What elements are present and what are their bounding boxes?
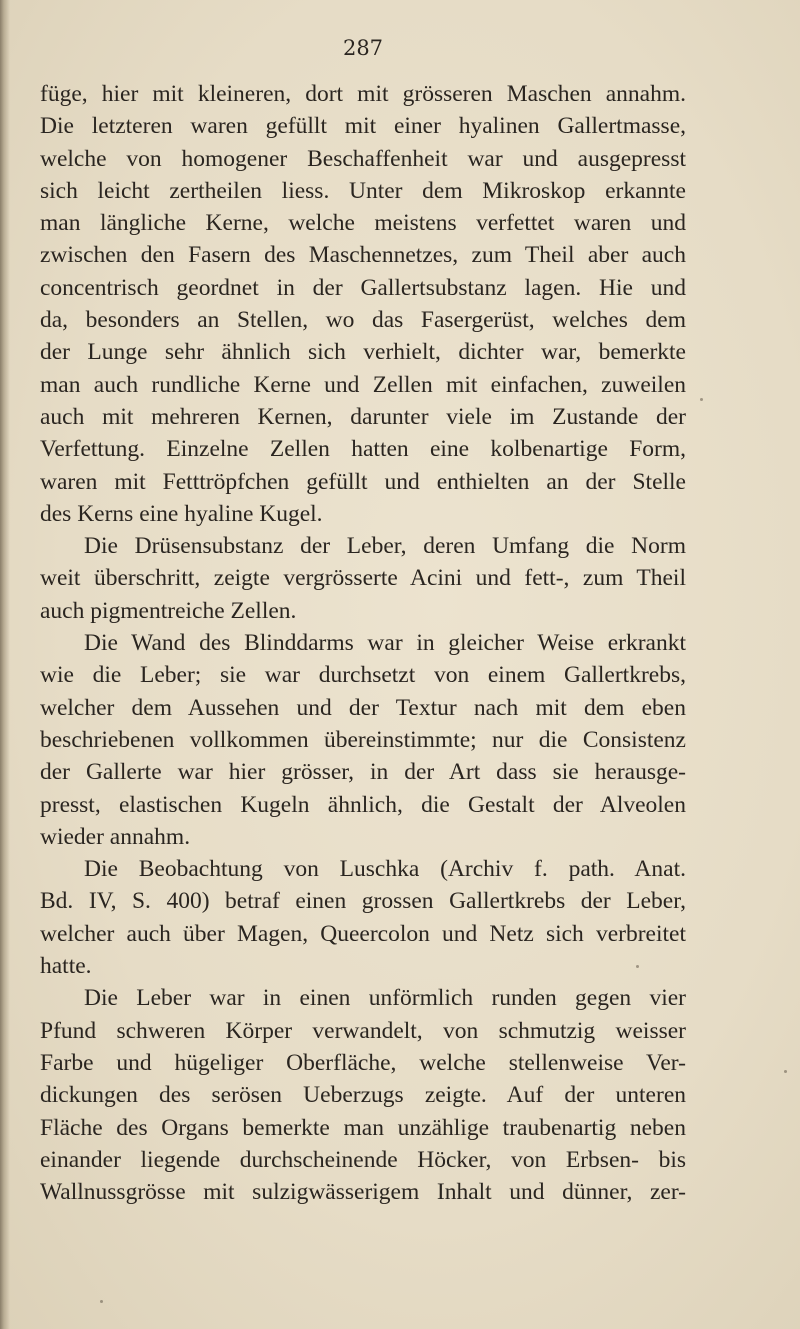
text-line: sich leicht zertheilen liess. Unter dem Mikroskop erkannte	[40, 177, 686, 204]
paper-speck	[700, 398, 703, 401]
text-line: welcher dem Aussehen und der Textur nach mit dem eben	[40, 694, 686, 721]
text-line: auch pigmentreiche Zellen.	[40, 597, 297, 624]
text-line: hatte.	[40, 953, 92, 980]
text-line: weit überschritt, zeigte vergrösserte Acini und fett-, zum Theil	[40, 565, 686, 592]
text-line: wieder annahm.	[40, 823, 191, 850]
text-line: Die Beobachtung von Luschka (Archiv f. path. Anat.	[84, 856, 686, 883]
text-line: welcher auch über Magen, Queercolon und Netz sich verbreitet	[40, 920, 686, 947]
body-text	[40, 78, 686, 1208]
text-line: Farbe und hügeliger Oberfläche, welche stellenweise Ver-	[40, 1049, 686, 1076]
text-line: Die Drüsensubstanz der Leber, deren Umfang die Norm	[84, 533, 686, 560]
paper-speck	[784, 1070, 787, 1073]
text-line: man auch rundliche Kerne und Zellen mit einfachen, zuweilen	[40, 371, 686, 398]
text-line: Die Leber war in einen unförmlich runden gegen vier	[84, 985, 686, 1012]
text-line: dickungen des serösen Ueberzugs zeigte. Auf der unteren	[40, 1082, 686, 1109]
text-line: Die Wand des Blinddarms war in gleicher Weise erkrankt	[84, 630, 686, 657]
text-line: welche von homogener Beschaffenheit war und ausgepresst	[40, 145, 686, 172]
text-line: Wallnussgrösse mit sulzigwässerigem Inhalt und dünner, zer-	[40, 1179, 686, 1206]
text-line: wie die Leber; sie war durchsetzt von einem Gallertkrebs,	[40, 662, 686, 689]
text-line: füge, hier mit kleineren, dort mit grösseren Maschen annahm.	[40, 81, 686, 107]
text-line: Fläche des Organs bemerkte man unzählige traubenartig neben	[40, 1114, 686, 1141]
paper-speck	[100, 1300, 103, 1303]
text-line: Die letzteren waren gefüllt mit einer hyalinen Gallertmasse,	[40, 113, 686, 140]
text-line: des Kerns eine hyaline Kugel.	[40, 500, 323, 527]
paper-speck	[636, 965, 639, 968]
text-line: beschriebenen vollkommen übereinstimmte; nur die Consistenz	[40, 726, 686, 753]
text-line: Bd. IV, S. 400) betraf einen grossen Gallertkrebs der Leber,	[40, 888, 686, 915]
text-line: man längliche Kerne, welche meistens verfettet waren und	[40, 210, 686, 237]
text-line: waren mit Fetttröpfchen gefüllt und enthielten an der Stelle	[40, 468, 686, 495]
text-line: Pfund schweren Körper verwandelt, von schmutzig weisser	[40, 1017, 686, 1044]
text-line: concentrisch geordnet in der Gallertsubstanz lagen. Hie und	[40, 274, 686, 301]
text-line: auch mit mehreren Kernen, darunter viele im Zustande der	[40, 403, 686, 430]
text-line: der Lunge sehr ähnlich sich verhielt, dichter war, bemerkte	[40, 339, 686, 366]
binding-edge	[0, 0, 10, 1329]
text-line: da, besonders an Stellen, wo das Fasergerüst, welches dem	[40, 307, 686, 334]
text-line: der Gallerte war hier grösser, in der Art dass sie herausge-	[40, 759, 686, 786]
text-line: presst, elastischen Kugeln ähnlich, die Gestalt der Alveolen	[40, 791, 686, 818]
text-line: zwischen den Fasern des Maschennetzes, zum Theil aber auch	[40, 242, 686, 269]
text-line: einander liegende durchscheinende Höcker, von Erbsen- bis	[40, 1146, 686, 1173]
text-line: Verfettung. Einzelne Zellen hatten eine kolbenartige Form,	[40, 436, 686, 463]
page-number: 287	[342, 36, 384, 60]
